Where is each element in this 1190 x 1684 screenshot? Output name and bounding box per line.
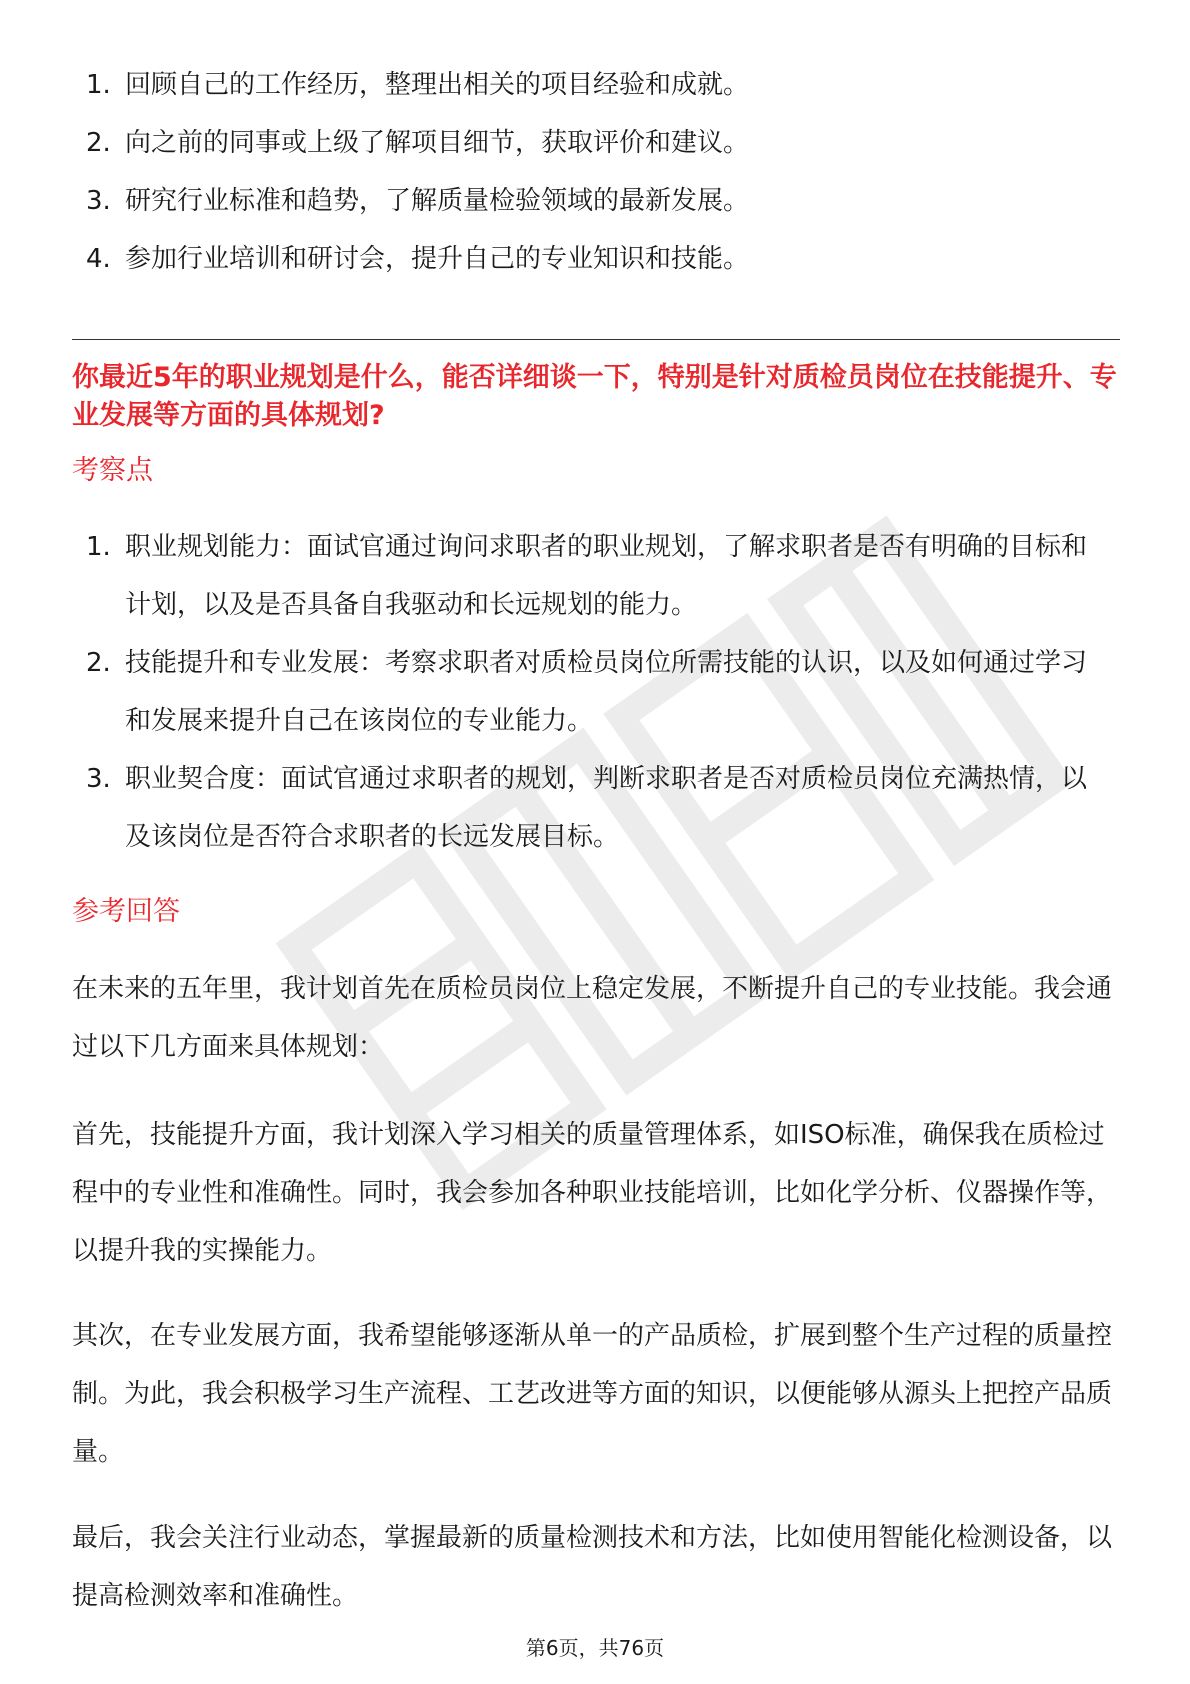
list-item [0,56,1190,114]
list-number: 4. [86,244,111,274]
list-number: 1. [86,532,111,562]
answer-paragraph: 其次，在专业发展方面，我希望能够逐渐从单一的产品质检，扩展到整个生产过程的质量控制。为此，我会积极学习生产流程、工艺改进等方面的知识，以便能够从源头上把控产品质量。 [72,1321,1113,1467]
list-number: 3. [86,764,111,794]
list-item-text: 职业契合度：面试官通过求职者的规划，判断求职者是否对质检员岗位充满热情，以及该岗位是否符合求职者的长远发展目标。 [125,764,1088,852]
list-number: 2. [86,648,111,678]
answer-title: 参考回答 [72,896,180,927]
list-number: 1. [86,70,111,100]
list-item-text: 研究行业标准和趋势，了解质量检验领域的最新发展。 [125,186,750,216]
list-item [0,750,1190,866]
list-item [0,518,1190,634]
points-title: 考察点 [72,455,153,486]
list-item-text: 参加行业培训和研讨会，提升自己的专业知识和技能。 [125,244,750,274]
list-number: 2. [86,128,111,158]
list-item [0,634,1190,750]
intro-list [0,56,1190,288]
question-heading: 你最近5年的职业规划是什么，能否详细谈一下，特别是针对质检员岗位在技能提升、专业发展等方面的具体规划? [72,362,1117,431]
page-footer: 第6页，共76页 [525,1636,665,1660]
list-item [0,114,1190,172]
list-item [0,172,1190,230]
answer-paragraph: 首先，技能提升方面，我计划深入学习相关的质量管理体系，如ISO标准，确保我在质检过程中的专业性和准确性。同时，我会参加各种职业技能培训，比如化学分析、仪器操作等，以提升我的实操能力。 [72,1120,1113,1266]
answer-paragraph: 在未来的五年里，我计划首先在质检员岗位上稳定发展，不断提升自己的专业技能。我会通过以下几方面来具体规划： [72,974,1113,1062]
list-item-text: 职业规划能力：面试官通过询问求职者的职业规划，了解求职者是否有明确的目标和计划，以及是否具备自我驱动和长远规划的能力。 [125,532,1088,620]
list-item-text: 向之前的同事或上级了解项目细节，获取评价和建议。 [125,128,750,158]
list-item-text: 回顾自己的工作经历，整理出相关的项目经验和成就。 [125,70,750,100]
points-list [0,518,1190,866]
section-divider [72,339,1120,340]
list-number: 3. [86,186,111,216]
list-item [0,230,1190,288]
answer-paragraph: 最后，我会关注行业动态，掌握最新的质量检测技术和方法，比如使用智能化检测设备，以提高检测效率和准确性。 [72,1523,1113,1611]
list-item-text: 技能提升和专业发展：考察求职者对质检员岗位所需技能的认识，以及如何通过学习和发展来提升自己在该岗位的专业能力。 [125,648,1088,736]
